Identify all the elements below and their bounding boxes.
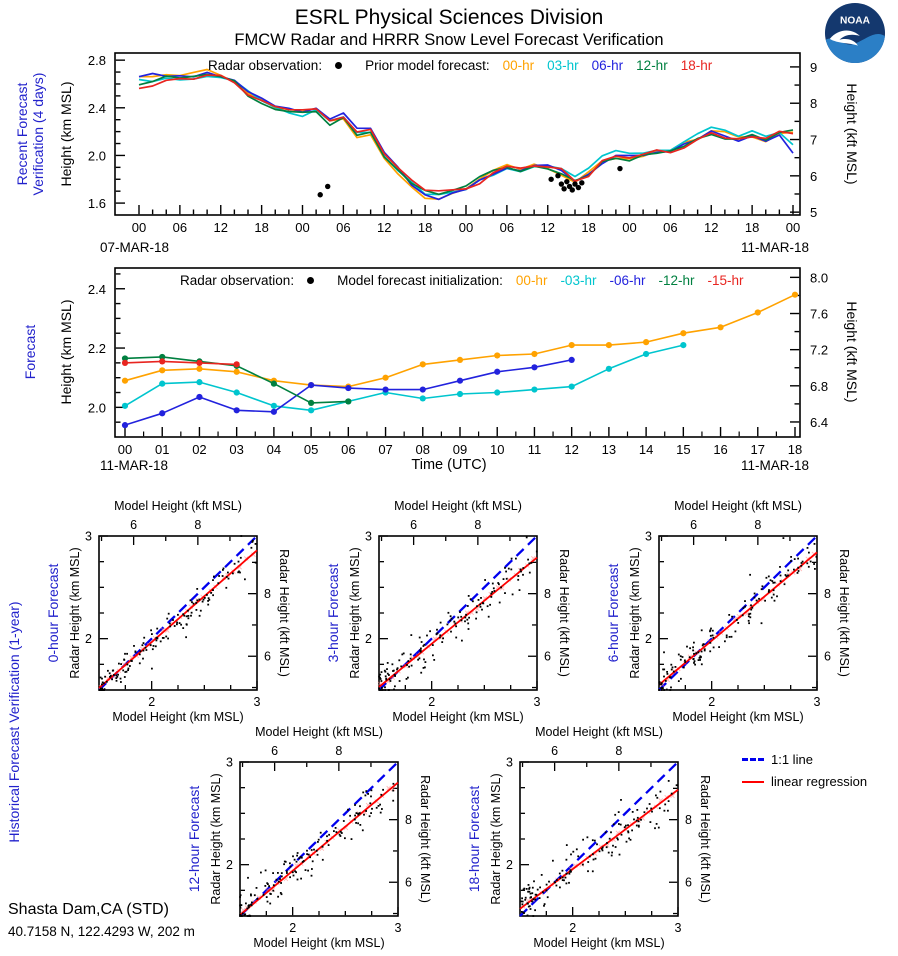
svg-text:12: 12 <box>704 220 719 235</box>
scatter-12h-chart <box>226 744 412 935</box>
svg-text:2: 2 <box>506 858 513 873</box>
recent-legend-item-18hr: 18-hr <box>680 58 713 73</box>
svg-text:3: 3 <box>85 529 92 544</box>
radar-observation-dot-icon <box>335 62 342 69</box>
svg-text:17: 17 <box>750 442 766 457</box>
svg-text:6: 6 <box>271 744 279 758</box>
forecast-date-left: 11-MAR-18 <box>100 458 169 473</box>
svg-text:12: 12 <box>540 220 555 235</box>
svg-text:8: 8 <box>264 587 271 602</box>
scatter-3h-title: 3-hour Forecast <box>325 563 341 663</box>
svg-text:2.4: 2.4 <box>87 281 106 297</box>
scatter-18h-chart <box>506 744 692 935</box>
page-subtitle: FMCW Radar and HRRR Snow Level Forecast Verification <box>234 31 664 49</box>
recent-legend-obs-label: Radar observation: <box>208 58 323 73</box>
svg-text:03: 03 <box>229 442 244 457</box>
forecast-legend-item-06hr: -06-hr <box>609 273 646 288</box>
scatter-0h-right-axis-label: Radar Height (kft MSL) <box>277 549 291 677</box>
svg-text:3: 3 <box>394 921 402 935</box>
scatter-18h-bottom-axis-label: Model Height (km MSL) <box>533 936 665 950</box>
svg-text:2: 2 <box>708 695 716 709</box>
svg-text:04: 04 <box>266 442 282 457</box>
svg-text:00: 00 <box>131 220 147 235</box>
recent-legend-item-06hr: 06-hr <box>591 58 624 73</box>
forecast-x-axis-label: Time (UTC) <box>411 457 487 473</box>
svg-text:6: 6 <box>410 518 418 532</box>
station-coords: 40.7158 N, 122.4293 W, 202 m <box>8 924 195 939</box>
noaa-logo-graphic <box>824 2 886 64</box>
scatter-3h-chart <box>365 518 551 709</box>
svg-text:00: 00 <box>622 220 637 235</box>
svg-text:8: 8 <box>335 744 343 758</box>
scatter-6h-bottom-axis-label: Model Height (km MSL) <box>672 710 804 724</box>
svg-text:8: 8 <box>544 587 551 602</box>
svg-text:6: 6 <box>810 168 818 184</box>
svg-text:9: 9 <box>810 59 818 75</box>
forecast-legend-obs-label: Radar observation: <box>180 273 295 288</box>
forecast-legend-item-03hr: -03-hr <box>560 273 597 288</box>
svg-text:08: 08 <box>415 442 431 457</box>
svg-text:12: 12 <box>213 220 228 235</box>
svg-text:18: 18 <box>417 220 433 235</box>
svg-text:2: 2 <box>148 695 156 709</box>
svg-text:8: 8 <box>685 813 692 828</box>
scatter-6h-top-axis-label: Model Height (kft MSL) <box>674 499 802 513</box>
svg-text:00: 00 <box>785 220 801 235</box>
recent-panel-side-label <box>14 73 46 196</box>
svg-text:00: 00 <box>295 220 310 235</box>
svg-text:06: 06 <box>341 442 356 457</box>
svg-text:2: 2 <box>569 921 577 935</box>
scatter-6h-right-axis-label: Radar Height (kft MSL) <box>837 549 851 677</box>
svg-text:05: 05 <box>303 442 319 457</box>
svg-text:8: 8 <box>754 518 762 532</box>
svg-text:12: 12 <box>564 442 579 457</box>
scatter-12h-title: 12-hour Forecast <box>186 785 202 893</box>
svg-text:2: 2 <box>365 632 372 647</box>
svg-text:3: 3 <box>813 695 821 709</box>
svg-text:06: 06 <box>336 220 351 235</box>
svg-text:07: 07 <box>378 442 393 457</box>
svg-text:6: 6 <box>544 649 551 664</box>
scatter-12h-top-axis-label: Model Height (kft MSL) <box>255 725 383 739</box>
svg-text:06: 06 <box>663 220 678 235</box>
scatter-3h-top-axis-label: Model Height (kft MSL) <box>394 499 522 513</box>
svg-text:6: 6 <box>551 744 559 758</box>
scatter-6h-chart <box>645 518 831 709</box>
forecast-legend-item-12hr: -12-hr <box>658 273 695 288</box>
forecast-legend-model-label: Model forecast initialization: <box>337 273 503 288</box>
svg-text:8: 8 <box>824 587 831 602</box>
recent-verification-chart <box>87 53 818 235</box>
svg-text:18: 18 <box>254 220 269 235</box>
recent-y-axis-label: Height (km MSL) <box>58 81 74 187</box>
svg-text:2.4: 2.4 <box>87 100 106 116</box>
recent-legend-item-12hr: 12-hr <box>636 58 668 73</box>
forecast-chart <box>87 268 829 457</box>
svg-text:13: 13 <box>601 442 617 457</box>
scatter-6h-title: 6-hour Forecast <box>605 563 621 663</box>
scatter-0h-top-axis-label: Model Height (kft MSL) <box>114 499 242 513</box>
scatter-legend-one-to-one <box>742 752 867 767</box>
svg-text:3: 3 <box>674 921 682 935</box>
svg-text:2.2: 2.2 <box>87 341 106 357</box>
scatter-0h-chart <box>85 518 271 709</box>
recent-date-right: 11-MAR-18 <box>741 240 810 255</box>
svg-text:8.0: 8.0 <box>810 270 829 286</box>
scatter-12h-bottom-axis-label: Model Height (km MSL) <box>253 936 385 950</box>
svg-text:6.8: 6.8 <box>810 378 829 394</box>
scatter-18h-top-axis-label: Model Height (kft MSL) <box>535 725 663 739</box>
recent-legend <box>208 58 712 73</box>
svg-text:3: 3 <box>645 529 652 544</box>
svg-text:15: 15 <box>676 442 691 457</box>
svg-text:2.8: 2.8 <box>87 53 106 69</box>
svg-text:18: 18 <box>744 220 760 235</box>
scatter-0h-title: 0-hour Forecast <box>45 563 61 663</box>
historical-side-label: Historical Forecast Verification (1-year) <box>6 601 22 843</box>
svg-text:09: 09 <box>452 442 468 457</box>
recent-legend-item-00hr: 00-hr <box>502 58 535 73</box>
svg-text:8: 8 <box>474 518 482 532</box>
regression-label: linear regression <box>771 774 868 789</box>
page-title: ESRL Physical Sciences Division <box>294 6 604 29</box>
svg-text:00: 00 <box>458 220 474 235</box>
scatter-3h-left-axis-label: Radar Height (km MSL) <box>348 547 362 679</box>
svg-text:12: 12 <box>377 220 392 235</box>
svg-text:8: 8 <box>194 518 202 532</box>
recent-legend-model-label: Prior model forecast: <box>365 58 490 73</box>
scatter-0h-bottom-axis-label: Model Height (km MSL) <box>112 710 244 724</box>
svg-text:3: 3 <box>253 695 261 709</box>
svg-text:6: 6 <box>405 875 412 890</box>
svg-text:2: 2 <box>289 921 297 935</box>
svg-text:7.6: 7.6 <box>810 306 829 322</box>
scatter-3h-bottom-axis-label: Model Height (km MSL) <box>392 710 524 724</box>
scatter-legend-regression <box>742 774 867 789</box>
svg-text:6: 6 <box>264 649 271 664</box>
svg-text:7.2: 7.2 <box>810 342 829 358</box>
svg-text:6: 6 <box>690 518 698 532</box>
svg-text:2: 2 <box>85 632 92 647</box>
svg-text:3: 3 <box>226 755 233 770</box>
forecast-right-axis-label: Height (kft MSL) <box>844 301 860 403</box>
svg-text:2: 2 <box>428 695 436 709</box>
recent-right-axis-label: Height (kft MSL) <box>844 83 860 185</box>
svg-text:6: 6 <box>685 875 692 890</box>
forecast-legend-item-15hr: -15-hr <box>707 273 744 288</box>
scatter-3h-right-axis-label: Radar Height (kft MSL) <box>557 549 571 677</box>
forecast-legend-item-00hr: 00-hr <box>515 273 548 288</box>
scatter-12h-left-axis-label: Radar Height (km MSL) <box>209 773 223 905</box>
svg-text:01: 01 <box>154 442 170 457</box>
svg-text:3: 3 <box>365 529 372 544</box>
recent-side-label-line2: Verification (4 days) <box>30 72 46 196</box>
svg-text:11: 11 <box>527 442 542 457</box>
scatter-18h-left-axis-label: Radar Height (km MSL) <box>489 773 503 905</box>
one-to-one-label: 1:1 line <box>771 752 813 767</box>
forecast-panel-side-label: Forecast <box>22 324 38 380</box>
forecast-date-right: 11-MAR-18 <box>741 458 810 473</box>
svg-text:8: 8 <box>810 96 818 112</box>
noaa-logo-text: NOAA <box>840 15 870 27</box>
recent-date-left: 07-MAR-18 <box>100 240 170 255</box>
svg-text:18: 18 <box>787 442 803 457</box>
svg-text:06: 06 <box>499 220 515 235</box>
one-to-one-line-sample-icon <box>742 758 764 761</box>
svg-text:7: 7 <box>810 132 818 148</box>
svg-text:16: 16 <box>713 442 728 457</box>
svg-text:3: 3 <box>533 695 541 709</box>
noaa-logo <box>824 2 886 64</box>
svg-text:10: 10 <box>489 442 505 457</box>
svg-text:6: 6 <box>130 518 138 532</box>
svg-text:6: 6 <box>824 649 831 664</box>
svg-text:2: 2 <box>645 632 652 647</box>
radar-observation-dot-icon <box>307 277 314 284</box>
scatter-18h-title: 18-hour Forecast <box>466 785 482 893</box>
svg-text:14: 14 <box>638 442 654 457</box>
svg-text:02: 02 <box>192 442 207 457</box>
scatter-18h-right-axis-label: Radar Height (kft MSL) <box>698 775 712 903</box>
scatter-0h-left-axis-label: Radar Height (km MSL) <box>68 547 82 679</box>
svg-text:2: 2 <box>226 858 233 873</box>
svg-text:5: 5 <box>810 205 818 221</box>
regression-line-sample-icon <box>742 781 764 783</box>
svg-text:2.0: 2.0 <box>87 400 106 416</box>
svg-text:06: 06 <box>172 220 188 235</box>
svg-text:3: 3 <box>506 755 513 770</box>
svg-text:6.4: 6.4 <box>810 414 829 430</box>
recent-side-label-line1: Recent Forecast <box>14 82 30 186</box>
svg-text:2.0: 2.0 <box>87 148 106 164</box>
svg-text:8: 8 <box>615 744 623 758</box>
svg-text:8: 8 <box>405 813 412 828</box>
scatter-12h-right-axis-label: Radar Height (kft MSL) <box>418 775 432 903</box>
forecast-y-axis-label: Height (km MSL) <box>58 299 74 405</box>
forecast-legend <box>180 273 744 288</box>
svg-text:18: 18 <box>581 220 596 235</box>
scatter-6h-left-axis-label: Radar Height (km MSL) <box>628 547 642 679</box>
station-name: Shasta Dam,CA (STD) <box>8 901 169 918</box>
svg-text:1.6: 1.6 <box>87 196 106 212</box>
recent-legend-item-03hr: 03-hr <box>547 58 579 73</box>
scatter-legend <box>742 752 867 796</box>
svg-text:00: 00 <box>117 442 133 457</box>
